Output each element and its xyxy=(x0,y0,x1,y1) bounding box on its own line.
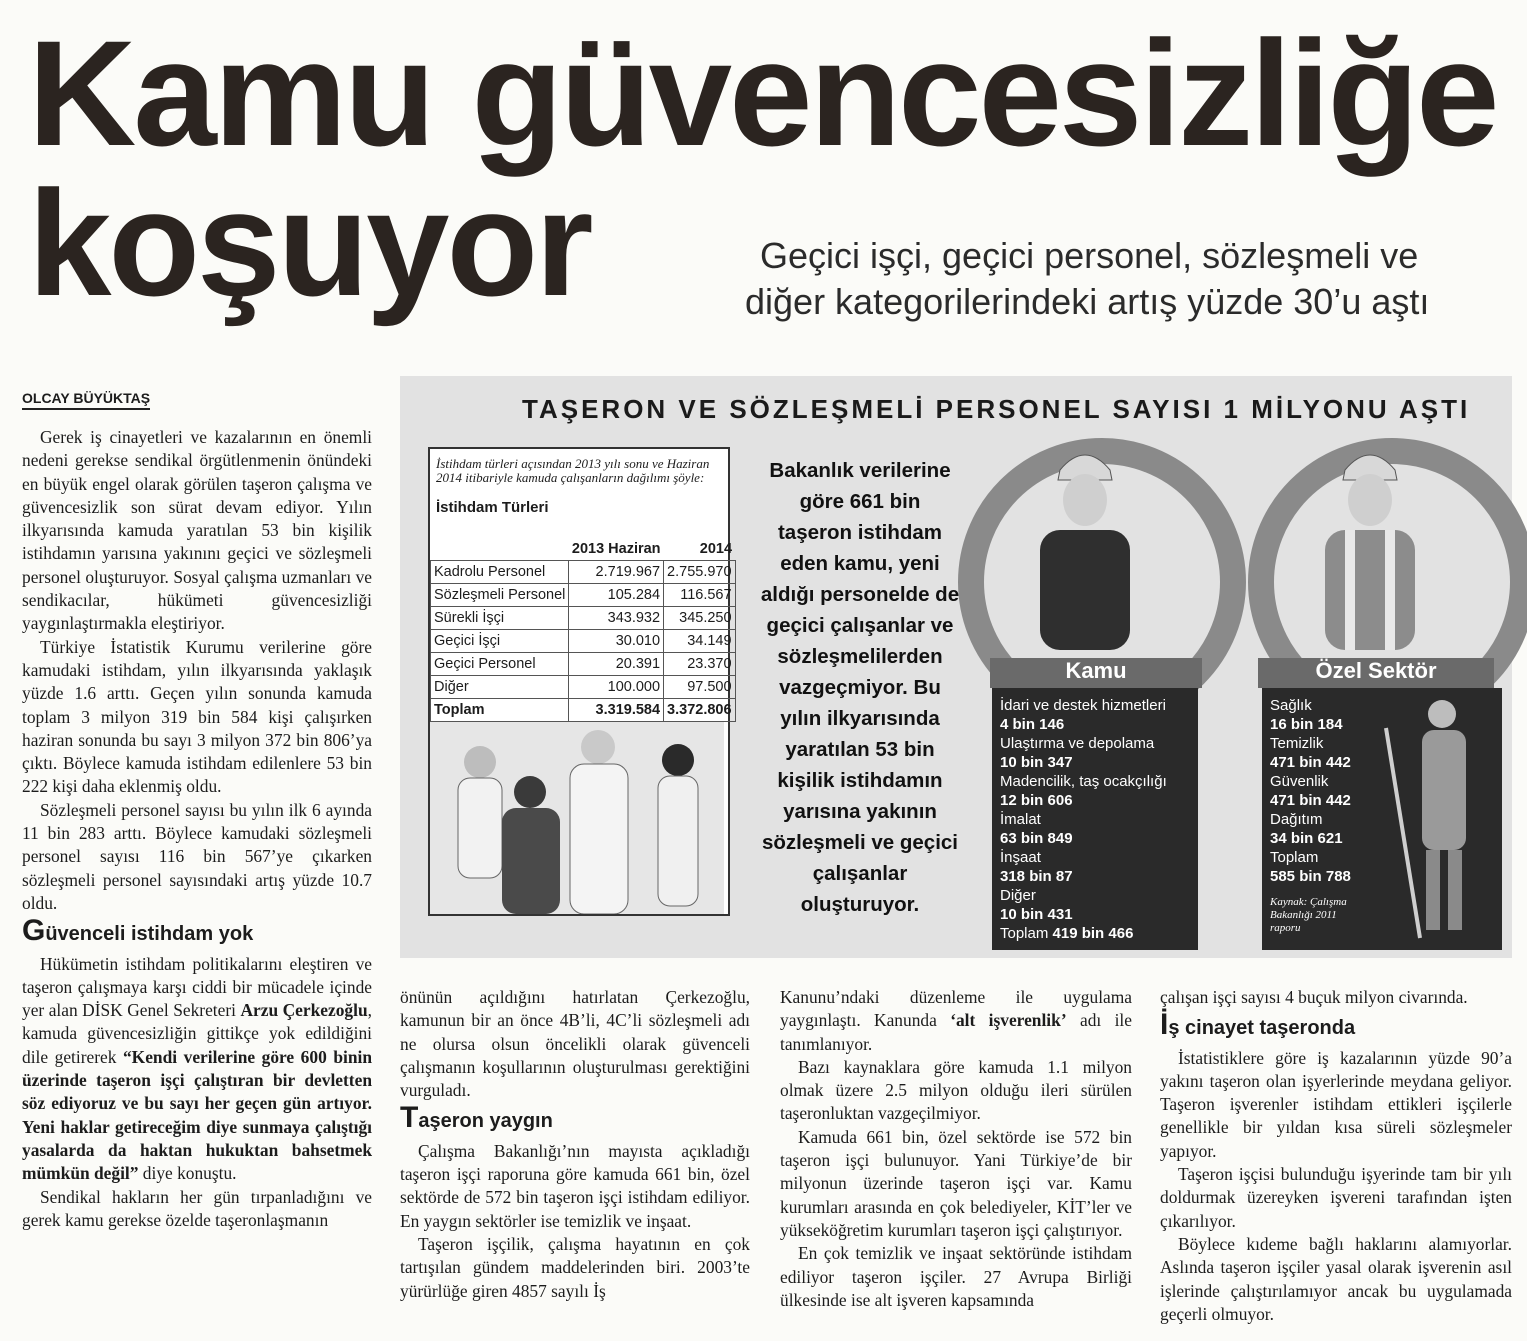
subhead-taseron-yaygin: Taşeron yaygın xyxy=(400,1101,553,1135)
table-row: Sözleşmeli Personel 105.284 116.567 xyxy=(431,584,736,607)
paragraph: Kanunu’ndaki düzenleme ile uygulama yaygınlaştı. Kanunda ‘alt işverenlik’ adı ile tanımlanıyor. xyxy=(780,987,1132,1054)
stat-value: 10 bin 347 xyxy=(1000,754,1073,771)
stat-name: Madencilik, taş ocakçılığı xyxy=(1000,773,1167,790)
stat-name: İmalat xyxy=(1000,811,1041,828)
paragraph: Bazı kaynaklara göre kamuda 1.1 milyon olmak üzere 2.5 milyon olduğu ileri sürülen taşeronluktan vazgeçilmiyor. xyxy=(780,1056,1132,1124)
table-heading: İstihdam Türleri xyxy=(436,499,549,516)
stat-name: Ulaştırma ve depolama xyxy=(1000,735,1155,752)
stat-name: Temizlik xyxy=(1270,735,1324,752)
paragraph: Hükümetin istihdam politikalarını eleştiren ve taşeron çalışmaya karşı ciddi bir mücadele içinde yer alan DİSK Genel Sekreteri Arzu Çerkezoğlu, kamuda güvencesizliğin gittikçe yok edildiğini dile getirerek “Kendi verilerine göre 600 binin üzerinde taşeron işçi çalıştıran bir devletten söz ediyoruz ve bu sayı her geçen gün artıyor. Yeni haklar getireceğim diye sunmaya çalıştığı yasalarda da haktan hukuktan bahsetmek mümkün değil” diye konuştu. xyxy=(22,953,372,1184)
paragraph: En çok temizlik ve inşaat sektöründe istihdam ediliyor taşeron işçiler. 27 Avrupa Birliği ülkesinde ise alt işveren kapsamında xyxy=(780,1243,1132,1310)
deck-line-1: Geçici işçi, geçici personel, sözleşmeli ve xyxy=(760,235,1419,276)
article-column-1 xyxy=(22,426,372,1232)
source-note: Kaynak: Çalışma Bakanlığı 2011 raporu xyxy=(1270,896,1347,934)
ozel-sektor-label: Özel Sektör xyxy=(1315,658,1437,683)
paragraph: Gerek iş cinayetleri ve kazalarının en önemli nedeni gerekse sendikal örgütlenmenin önündeki en büyük engel olarak görülen taşeron çalışma ve güvencesizlik son sürat devam ediyor. Yılın ilkyarısında kamuda yaratılan 53 bin kişilik istihdamın yarısına yakınını geçici ve sözleşmeli personel oluşturuyor. Sosyal çalışma uzmanları ve sendikacılar, hükümeti güvencesizliği yaygınlaştırmakla eleştiriyor. xyxy=(22,427,372,634)
table-row: Kadrolu Personel 2.719.967 2.755.970 xyxy=(431,561,736,584)
ozel-worker-illustration xyxy=(1305,440,1435,650)
table-intro: İstihdam türleri açısından 2013 yılı sonu ve Haziran 2014 itibariyle kamuda çalışanların dağılımı şöyle: xyxy=(436,456,710,485)
byline: OLCAY BÜYÜKTAŞ xyxy=(22,390,150,410)
article-column-3 xyxy=(780,986,1132,1312)
stat-name: Toplam xyxy=(1270,849,1319,866)
paragraph: Çalışma Bakanlığı’nın mayısta açıkladığı taşeron işçi raporuna göre kamuda 661 bin, özel sektörde de 572 bin taşeron işçi istihdam ediliyor. En yaygın sektörler ise temizlik ve inşaat. xyxy=(400,1140,750,1231)
stat-value: 34 bin 621 xyxy=(1270,830,1343,847)
headline-line-1: Kamu güvencesizliğe xyxy=(28,9,1497,177)
stat-value: 12 bin 606 xyxy=(1000,792,1073,809)
table-row: Geçici Personel 20.391 23.370 xyxy=(431,653,736,676)
paragraph: Böylece kıdeme bağlı haklarını alamıyorlar. Aslında taşeron işçiler yasal olarak işverenin asıl işlerinde çalıştırılamıyor ancak bu uygulamada geçerli olmuyor. xyxy=(1160,1233,1512,1324)
stat-value: 471 bin 442 xyxy=(1270,754,1351,771)
ozel-stat-box xyxy=(1262,688,1502,950)
stat-value: 10 bin 431 xyxy=(1000,906,1073,923)
paragraph: Sözleşmeli personel sayısı bu yılın ilk 6 ayında 11 bin 283 arttı. Böylece kamudaki sözleşmeli personel sayısı 116 bin 567’ye çıkarken sözleşmeli personel sayısındaki artış yüzde 10.7 oldu. xyxy=(22,799,372,913)
stat-value: 63 bin 849 xyxy=(1000,830,1073,847)
stat-total: Toplam 419 bin 466 xyxy=(1000,925,1134,942)
employment-table xyxy=(428,447,733,916)
column-header: 2014 xyxy=(699,541,733,557)
paragraph: önünün açıldığını hatırlatan Çerkezoğlu, kamunun bir an önce 4B’li, 4C’li sözleşmeli adı ne olursa olsun öncelikli olarak güvenceli çalışmanın koşullarının oluşturulması gerektiğini vurguladı. xyxy=(400,987,750,1101)
office-workers-illustration xyxy=(430,722,724,914)
stat-name: Diğer xyxy=(1000,887,1036,904)
subhead-is-cinayet: İş cinayet taşeronda xyxy=(1160,1008,1356,1042)
table-total-row: Toplam 3.319.584 3.372.806 xyxy=(431,699,736,722)
table-row: Diğer 100.000 97.500 xyxy=(431,676,736,699)
table-row: Sürekli İşçi 343.932 345.250 xyxy=(431,607,736,630)
stat-name: Sağlık xyxy=(1270,697,1312,714)
subhead-guvenceli: Güvenceli istihdam yok xyxy=(22,914,254,948)
paragraph: Taşeron işçilik, çalışma hayatının en çok tartışılan gündem maddelerinden biri. 2003’te yürürlüğe giren 4857 sayılı İş xyxy=(400,1233,750,1301)
table-row: Geçici İşçi 30.010 34.149 xyxy=(431,630,736,653)
infographic-summary: Bakanlık verilerine göre 661 bin taşeron istihdam eden kamu, yeni aldığı personelde de geçici çalışanlar ve sözleşmelilerden vazgeçmiyor. Bu yılın ilkyarısında yaratılan 53 bin kişilik istihdamın yarısına yakının sözleşmeli ve geçici çalışanlar oluşturuyor. xyxy=(760,459,960,916)
stat-value: 471 bin 442 xyxy=(1270,792,1351,809)
stat-value: 318 bin 87 xyxy=(1000,868,1073,885)
stat-value: 16 bin 184 xyxy=(1270,716,1343,733)
deck-line-2: diğer kategorilerindeki artış yüzde 30’u aştı xyxy=(745,281,1430,322)
paragraph: Sendikal hakların her gün tırpanladığını ve gerek kamu gerekse özelde taşeronlaşmanın xyxy=(22,1186,372,1230)
table xyxy=(430,538,736,722)
sweeper-illustration xyxy=(1380,688,1492,946)
paragraph: Taşeron işçisi bulunduğu işyerinde tam bir yılı doldurmak üzereyken işvereni tarafından işten çıkarılıyor. xyxy=(1160,1164,1512,1231)
stat-name: Dağıtım xyxy=(1270,811,1323,828)
article-column-2 xyxy=(400,986,750,1303)
stat-value: 4 bin 146 xyxy=(1000,716,1065,733)
infographic-title: TAŞERON VE SÖZLEŞMELİ PERSONEL SAYISI 1 MİLYONU AŞTI xyxy=(522,394,1471,424)
article-column-4 xyxy=(1160,986,1512,1326)
paragraph: İstatistiklere göre iş kazalarının yüzde 90’a yakını taşeron olan işyerlerinde meydana geliyor. Taşeron işverenler istihdam ettikleri işçilerle genellikle bir yıldan kısa süreli sözleşmeler yapıyor. xyxy=(1160,1047,1512,1161)
paragraph: Kamuda 661 bin, özel sektörde ise 572 bin taşeron işçi bulunuyor. Yani Türkiye’de bir milyonun üzerinde taşeron işçi var. Kamu kurumları arasında en çok belediyeler, KİT’ler ve yükseköğretim kurumları taşeron işçi çalıştırıyor. xyxy=(780,1126,1132,1240)
column-header: 2013 Haziran xyxy=(571,541,661,557)
kamu-label: Kamu xyxy=(1065,658,1127,683)
stat-name: İnşaat xyxy=(1000,849,1041,866)
kamu-stat-box xyxy=(992,688,1198,950)
stat-value: 585 bin 788 xyxy=(1270,868,1351,885)
kamu-worker-illustration xyxy=(1020,440,1150,650)
table-header-row xyxy=(431,538,736,561)
paragraph: Türkiye İstatistik Kurumu verilerine göre kamudaki istihdam, yılın ilkyarısında yaklaşık yüzde 1.6 arttı. Geçen yılın sonunda kamuda toplam 3 milyon 319 bin 584 kişi çalışırken haziran sonunda bu sayı 3 milyon 372 bin 806’ya çıktı. Böylece kamuda istihdam edilenlere 53 bin 222 kişi daha eklenmiş oldu. xyxy=(22,636,372,797)
paragraph: çalışan işçi sayısı 4 buçuk milyon civarında. xyxy=(1160,987,1468,1007)
headline-line-2: koşuyor xyxy=(28,159,591,327)
stat-name: Güvenlik xyxy=(1270,773,1329,790)
stat-name: İdari ve destek hizmetleri xyxy=(1000,697,1166,714)
